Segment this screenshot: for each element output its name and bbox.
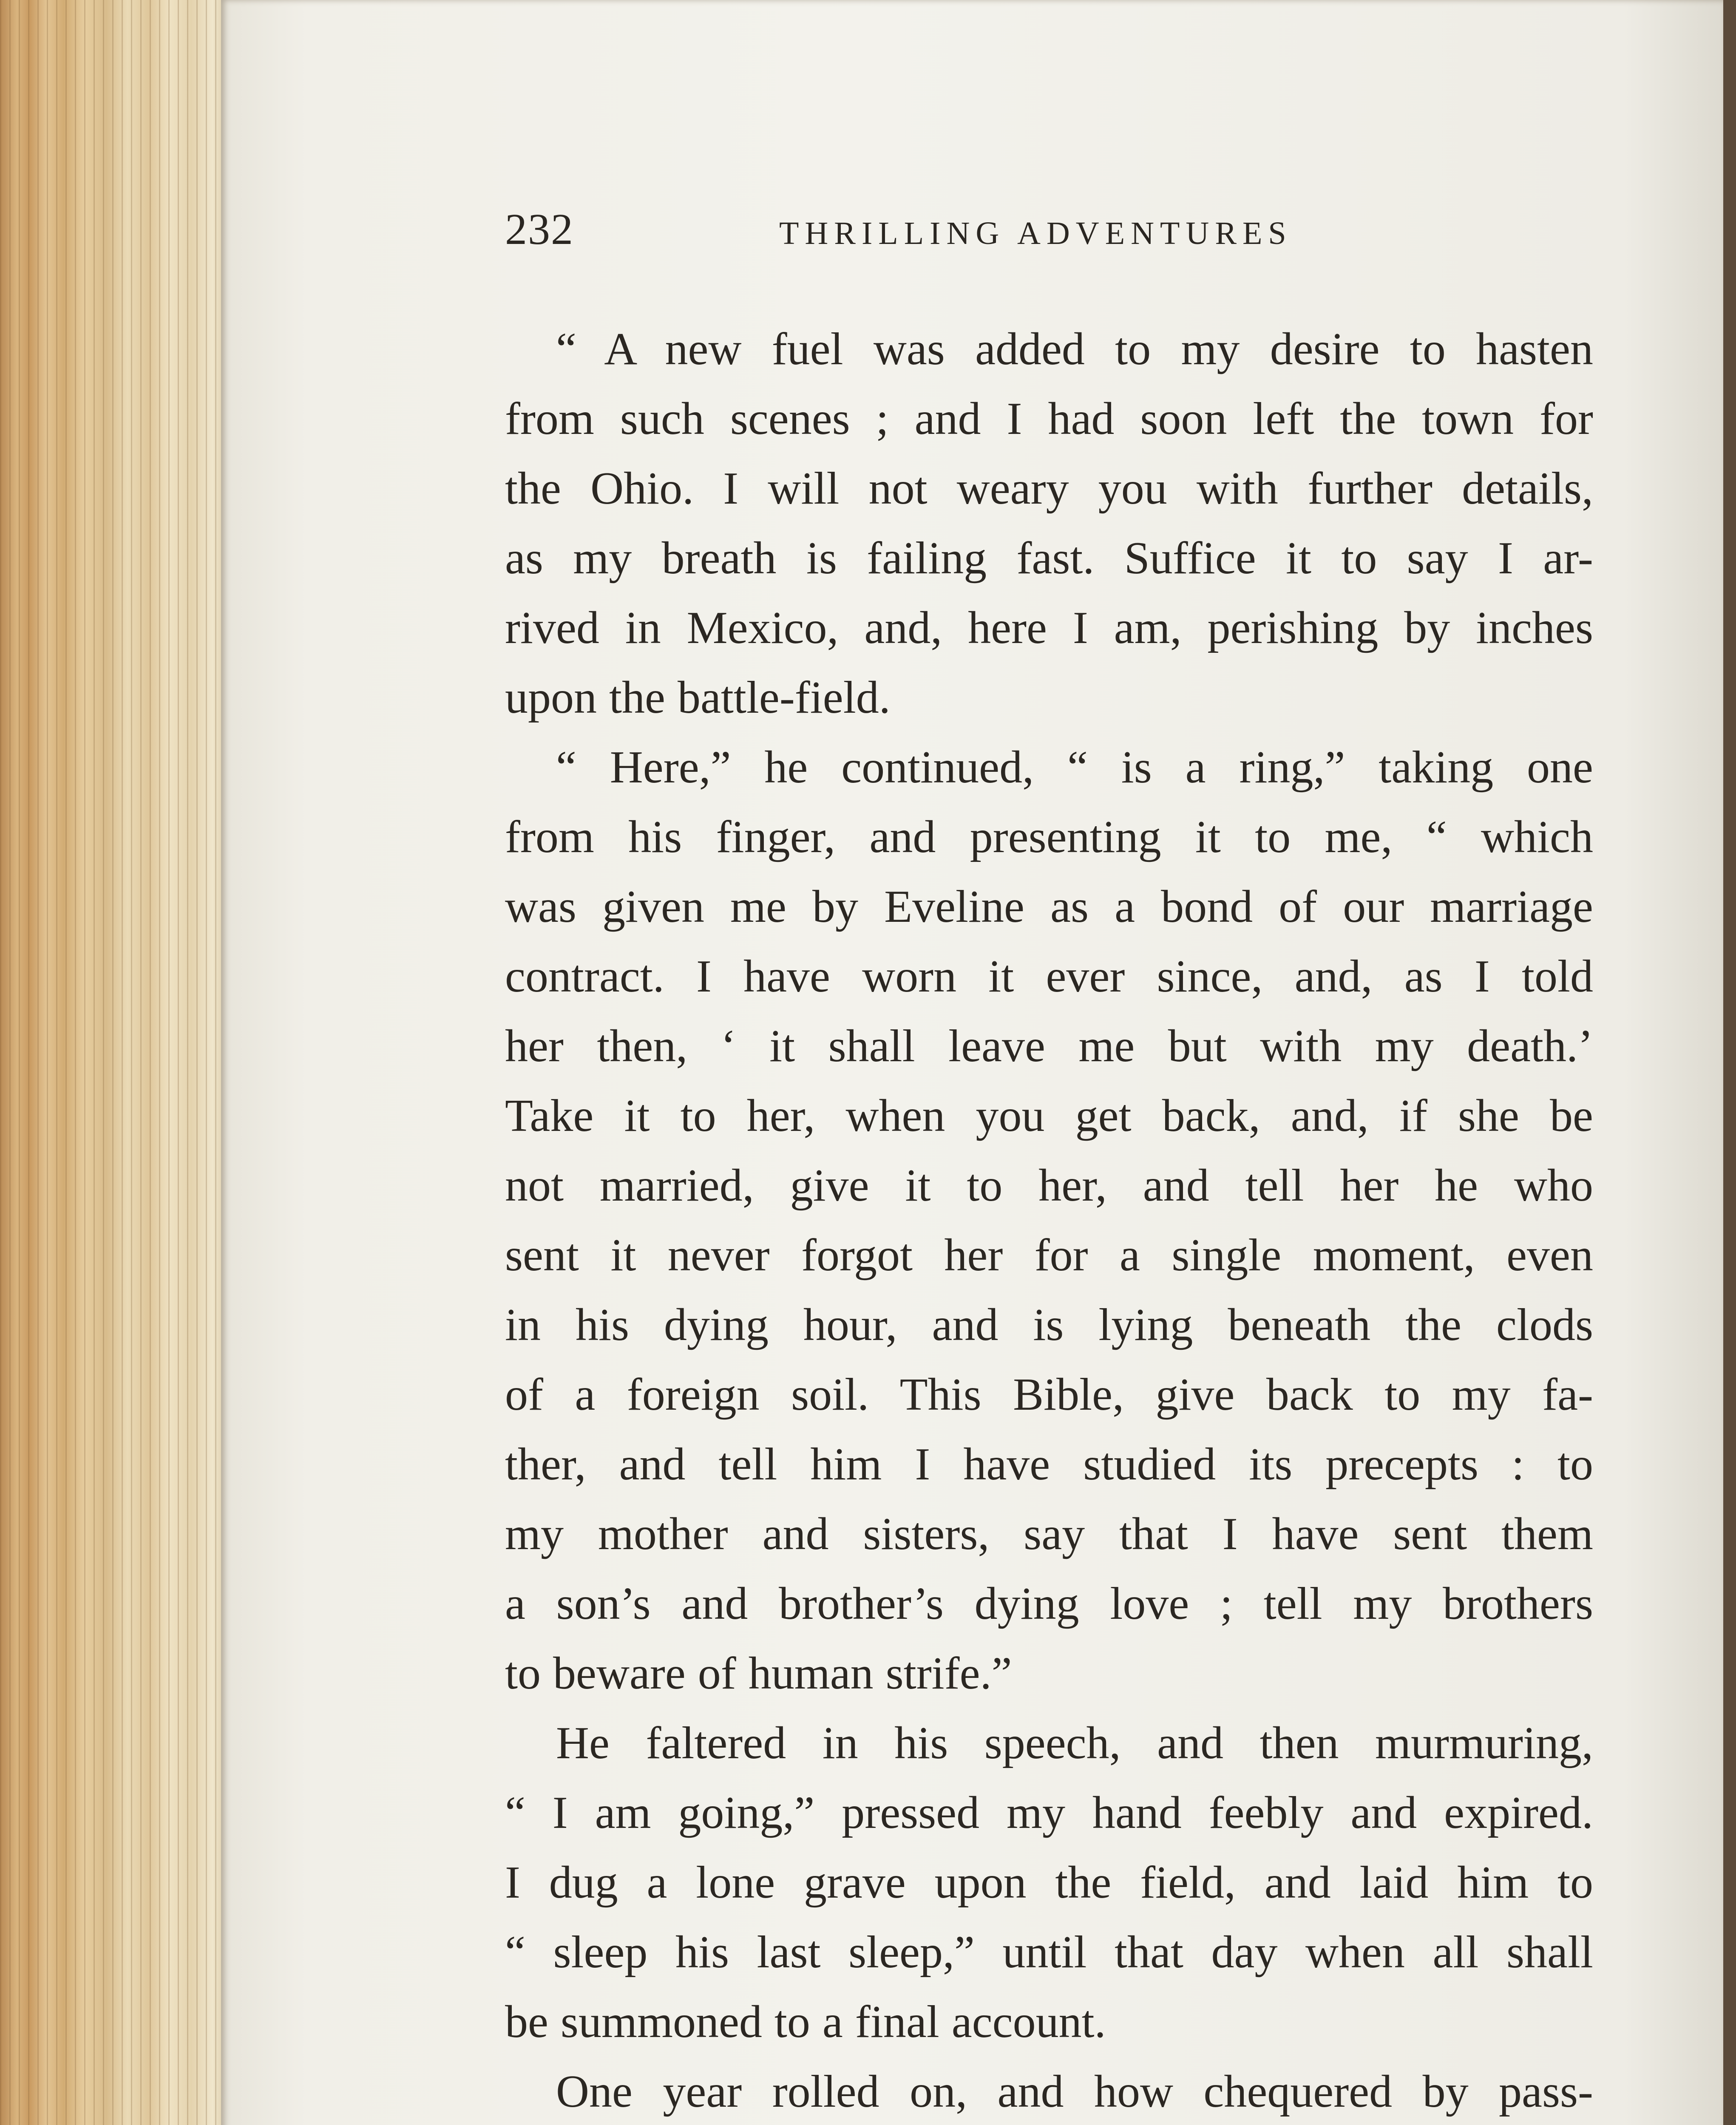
- text-line: sent it never forgot her for a single moment, even: [505, 1230, 1593, 1281]
- book-page: [221, 0, 1723, 2125]
- text-line: He faltered in his speech, and then murmuring,: [556, 1718, 1593, 1768]
- text-line: to beware of human strife.”: [505, 1648, 1012, 1699]
- text-line: her then, ‘ it shall leave me but with my death.’: [505, 1021, 1593, 1071]
- text-line: rived in Mexico, and, here I am, perishing by inches: [505, 603, 1593, 653]
- text-line: “ I am going,” pressed my hand feebly and expired.: [505, 1788, 1593, 1838]
- text-line: upon the battle-field.: [505, 672, 891, 723]
- page-header: [505, 204, 1593, 268]
- text-line: was given me by Eveline as a bond of our marriage: [505, 881, 1593, 932]
- text-line: as my breath is failing fast. Suffice it to say I ar-: [505, 533, 1593, 584]
- text-line: contract. I have worn it ever since, and, as I told: [505, 951, 1593, 1002]
- text-line: “ Here,” he continued, “ is a ring,” taking one: [556, 742, 1593, 793]
- text-line: Take it to her, when you get back, and, if she be: [505, 1091, 1593, 1141]
- text-line: “ A new fuel was added to my desire to hasten: [556, 324, 1593, 374]
- text-line: the Ohio. I will not weary you with further details,: [505, 463, 1593, 514]
- text-line: my mother and sisters, say that I have sent them: [505, 1509, 1593, 1559]
- text-line: from his finger, and presenting it to me, “ which: [505, 812, 1593, 862]
- text-line: of a foreign soil. This Bible, give back to my fa-: [505, 1369, 1593, 1420]
- page-number: 232: [505, 205, 574, 254]
- page-edge-lines: [0, 0, 230, 2125]
- text-line: I dug a lone grave upon the field, and laid him to: [505, 1857, 1593, 1908]
- text-line: “ sleep his last sleep,” until that day when all shall: [505, 1927, 1593, 1978]
- text-line: One year rolled on, and how chequered by pass-: [556, 2066, 1593, 2117]
- text-line: be summoned to a final account.: [505, 1997, 1106, 2047]
- text-line: in his dying hour, and is lying beneath the clods: [505, 1300, 1593, 1350]
- text-line: a son’s and brother’s dying love ; tell my brothers: [505, 1578, 1593, 1629]
- background-right-edge: [1723, 0, 1736, 2125]
- text-line: ther, and tell him I have studied its precepts : to: [505, 1439, 1593, 1490]
- text-line: from such scenes ; and I had soon left the town for: [505, 394, 1593, 444]
- body-text: [505, 314, 1593, 2125]
- text-line: not married, give it to her, and tell her he who: [505, 1160, 1593, 1211]
- running-head: THRILLING ADVENTURES: [779, 215, 1292, 251]
